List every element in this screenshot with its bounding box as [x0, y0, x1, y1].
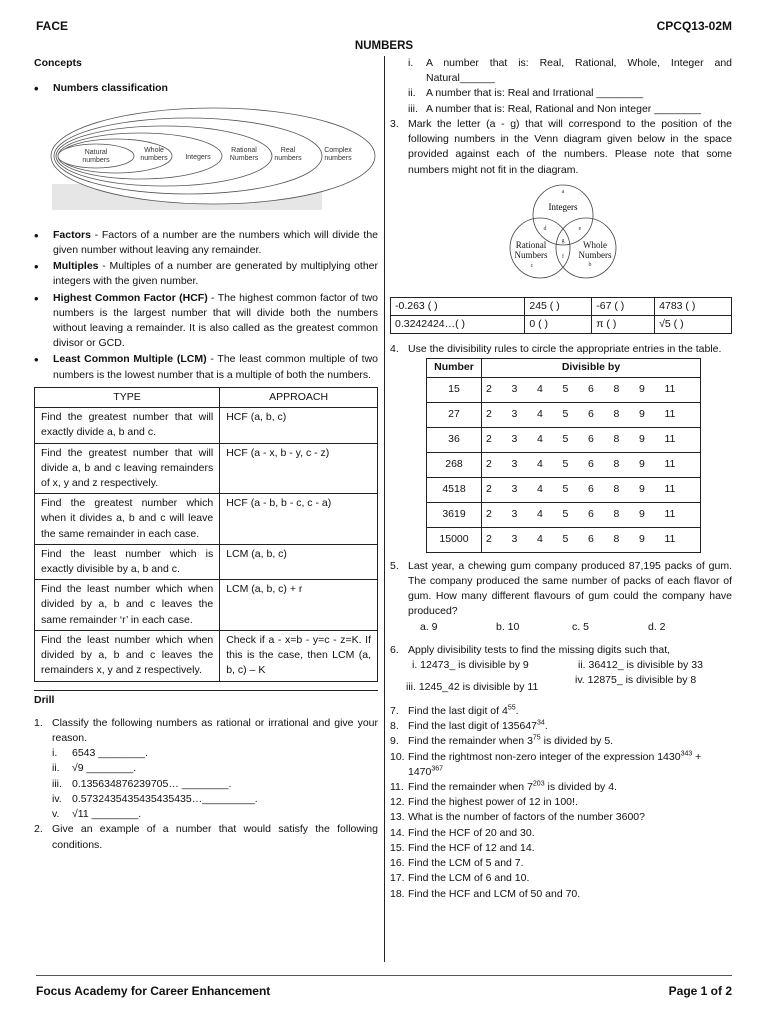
divisor-option[interactable]: 6 [588, 483, 594, 496]
divisors-cell [482, 402, 701, 427]
classification-list [34, 81, 378, 96]
divisor-option[interactable]: 3 [511, 508, 518, 521]
number-cell: 27 [427, 402, 482, 427]
q2-item [390, 86, 732, 101]
divisor-option[interactable]: 11 [664, 533, 676, 546]
divisible-header: Divisible by [482, 358, 701, 377]
divisor-option[interactable]: 5 [562, 533, 569, 546]
divisor-option[interactable]: 8 [613, 458, 620, 471]
question-text-end: is divided by 4. [544, 781, 617, 794]
divisor-option[interactable]: 3 [511, 383, 518, 396]
venn-letter-b: b [588, 261, 592, 268]
page-title: NUMBERS [354, 40, 414, 52]
divisor-option[interactable]: 9 [639, 533, 645, 546]
divisor-option[interactable]: 11 [664, 458, 676, 471]
table-header-row [35, 387, 378, 407]
venn-letter-d: d [543, 225, 547, 232]
q5-options [390, 620, 732, 635]
divisor-option[interactable]: 2 [486, 383, 492, 396]
venn-letter-e: e [578, 225, 582, 232]
divisor-option[interactable]: 8 [613, 383, 620, 396]
approach-cell: HCF (a, b, c) [220, 408, 378, 443]
real-label-1: Real [280, 147, 296, 155]
number-cell: 15000 [427, 527, 482, 552]
divisor-option[interactable]: 5 [562, 383, 569, 396]
question-12 [390, 795, 732, 810]
table-row [427, 477, 701, 502]
concepts-heading: Concepts [34, 57, 82, 69]
question-number: 2. [34, 823, 43, 836]
item-number: ii. [408, 87, 416, 100]
natural-ellipse [58, 144, 134, 168]
table-row [35, 544, 378, 579]
definition-multiples [34, 259, 378, 289]
question-text: Mark the letter (a - g) that will correspond to the position of the following numbers in the Venn diagram given below in the space provided against each of the numbers. Please note that some numbers might not fit in the diagram. [408, 117, 732, 176]
divisors-cell [482, 502, 701, 527]
whole-label-2: numbers [140, 155, 168, 163]
divisor-option[interactable]: 6 [588, 533, 594, 546]
natural-label-2: numbers [82, 157, 110, 165]
question-6 [390, 643, 732, 658]
term: Least Common Multiple (LCM) [53, 353, 207, 366]
q6-item: iv. 12875_ is divisible by 8 [575, 673, 697, 686]
divisor-option[interactable]: 3 [511, 483, 518, 496]
q6-items [390, 658, 732, 698]
exponent-2: 367 [431, 765, 444, 773]
question-9 [390, 734, 732, 749]
divisor-option[interactable]: 4 [537, 483, 543, 496]
question-text: Find the LCM of 6 and 10. [408, 872, 530, 885]
question-number: 10. [390, 750, 405, 763]
divisor-option[interactable]: 4 [537, 408, 543, 421]
complex-label-2: numbers [324, 155, 352, 163]
divisors-cell [482, 477, 701, 502]
question-text-end: . [515, 704, 519, 717]
question-17 [390, 871, 732, 886]
type-cell: Find the least number which when divided by a, b and c leaves the same remainder ‘r’ in each case. [35, 580, 220, 631]
question-13 [390, 810, 732, 825]
question-14 [390, 826, 732, 841]
divisor-option[interactable]: 8 [613, 483, 620, 496]
definition-factors [34, 228, 378, 258]
q2-item [390, 102, 732, 117]
question-number: 4. [390, 343, 399, 356]
question-number: 5. [390, 559, 399, 572]
question-text-end: . [544, 720, 548, 733]
exponent: 34 [537, 719, 545, 727]
q2-item [390, 56, 732, 86]
question-text: Find the last digit of 135647 [408, 720, 538, 733]
grid-cell: π ( ) [592, 316, 655, 334]
footer-rule [36, 975, 732, 976]
question-8 [390, 719, 732, 734]
table-row [391, 316, 732, 334]
header-left: FACE [36, 19, 69, 33]
item-number: iii. [52, 777, 62, 790]
divisor-option[interactable]: 11 [664, 508, 676, 521]
divisor-option[interactable]: 5 [562, 408, 569, 421]
grid-cell: 0.3242424…( ) [391, 316, 525, 334]
grid-cell: 0 ( ) [525, 316, 592, 334]
question-text: Use the divisibility rules to circle the appropriate entries in the table. [408, 343, 722, 356]
question-text: Find the rightmost non-zero integer of the expression 1430 [408, 750, 681, 763]
question-text: Find the highest power of 12 in 100!. [408, 796, 578, 809]
grid-cell: √5 ( ) [655, 316, 732, 334]
divisor-option[interactable]: 11 [664, 408, 676, 421]
divisor-option[interactable]: 4 [537, 533, 543, 546]
question-16 [390, 856, 732, 871]
divisor-option[interactable]: 2 [486, 533, 492, 546]
rational-label-2: Numbers [229, 155, 259, 163]
question-11 [390, 780, 732, 795]
exponent: 75 [532, 734, 541, 742]
term: Highest Common Factor (HCF) [53, 291, 208, 304]
divisibility-body [427, 377, 701, 552]
item-number: iii. [408, 102, 418, 115]
grid-cell: 4783 ( ) [655, 297, 732, 315]
divisors-cell [482, 452, 701, 477]
question-number: 3. [390, 117, 399, 130]
question-7 [390, 704, 732, 719]
divisor-option[interactable]: 4 [537, 433, 543, 446]
divisor-option[interactable]: 5 [562, 458, 569, 471]
term: Factors [53, 228, 91, 241]
divisor-option[interactable]: 8 [613, 433, 620, 446]
question-text: Classify the following numbers as rational or irrational and give your reason. [52, 716, 378, 744]
item-text: √11 ________. [72, 808, 142, 821]
question-15 [390, 841, 732, 856]
question-text: Find the HCF of 12 and 14. [408, 841, 535, 854]
approach-cell: HCF (a - b, b - c, c - a) [220, 494, 378, 545]
venn-whole-label-box [570, 240, 620, 266]
q1-item [34, 761, 378, 776]
question-18 [390, 887, 732, 902]
question-text: Apply divisibility tests to find the missing digits such that, [408, 643, 671, 656]
drill-heading: Drill [34, 690, 378, 708]
type-cell: Find the greatest number that will exactly divide a, b and c. [35, 408, 220, 443]
definition-lcm [34, 352, 378, 382]
question-number: 18. [390, 887, 405, 900]
question-5 [390, 559, 732, 620]
table-row [35, 630, 378, 681]
q1-item [34, 792, 378, 807]
q1-item [34, 777, 378, 792]
question-2 [34, 822, 378, 852]
divisor-option[interactable]: 8 [613, 408, 620, 421]
divisor-option[interactable]: 8 [613, 508, 620, 521]
venn-rational-label: Rational Numbers [514, 239, 548, 260]
type-header: TYPE [35, 387, 220, 407]
q1-item [34, 807, 378, 822]
question-text: Find the remainder when 7 [408, 781, 533, 794]
definitions-list [34, 228, 378, 383]
question-text: Find the HCF and LCM of 50 and 70. [408, 887, 581, 900]
divisor-option[interactable]: 11 [664, 483, 676, 496]
divisibility-table [426, 358, 701, 553]
question-number: 16. [390, 857, 405, 870]
grid-cell: -67 ( ) [592, 297, 655, 315]
table-row [427, 402, 701, 427]
question-text: Last year, a chewing gum company produced 87,195 packs of gum. The company produced the same number of packs of each flavor of gum. How many different flavours of gum could the company have produced? [408, 559, 732, 618]
question-number: 7. [390, 704, 399, 717]
question-number: 14. [390, 826, 405, 839]
question-10 [390, 750, 732, 780]
integers-label: Integers [185, 154, 211, 162]
complex-label-1: Complex [324, 147, 352, 155]
question-text: Find the last digit of 4 [408, 704, 508, 717]
item-text: 6543 ________. [72, 747, 148, 760]
divisor-option[interactable]: 9 [639, 383, 645, 396]
grid-cell: 245 ( ) [525, 297, 592, 315]
divisor-option[interactable]: 5 [562, 433, 569, 446]
item-text: A number that is: Real, Rational and Non integer ________ [426, 102, 701, 115]
item-text: A number that is: Real and Irrational ________ [426, 87, 644, 100]
question-text: What is the number of factors of the number 3600? [408, 811, 645, 824]
divisor-option[interactable]: 3 [511, 458, 518, 471]
divisor-option[interactable]: 9 [639, 433, 645, 446]
footer-org: Focus Academy for Career Enhancement [36, 984, 271, 998]
divisor-option[interactable]: 2 [486, 508, 492, 521]
right-column [390, 56, 732, 902]
divisor-option[interactable]: 9 [639, 483, 645, 496]
question-number: 11. [390, 781, 404, 794]
type-cell: Find the greatest number which when it divides a, b and c will leave the same remainder in each case. [35, 494, 220, 545]
question-number: 8. [390, 720, 399, 733]
table-row [427, 377, 701, 402]
approach-cell: LCM (a, b, c) + r [220, 580, 378, 631]
table-row [427, 527, 701, 552]
table-row [427, 427, 701, 452]
exponent: 55 [507, 704, 516, 712]
questions-7-18 [390, 704, 732, 902]
question-text: Find the HCF of 20 and 30. [408, 826, 535, 839]
item-text: 0.5732435435435435435…_________. [72, 792, 258, 805]
divisor-option[interactable]: 3 [511, 433, 518, 446]
left-column [34, 56, 378, 853]
venn-diagram [498, 184, 732, 285]
divisor-option[interactable]: 6 [588, 458, 594, 471]
question-1 [34, 716, 378, 746]
approach-cell: HCF (a - x, b - y, c - z) [220, 443, 378, 494]
divisor-option[interactable]: 3 [511, 533, 518, 546]
q6-item: ii. 36412_ is divisible by 33 [578, 658, 703, 671]
divisors-cell [482, 427, 701, 452]
table-row [427, 502, 701, 527]
number-header: Number [427, 358, 482, 377]
item-text: 0.135634876239705… ________. [72, 777, 232, 790]
venn-whole-label: Whole Numbers [578, 239, 612, 260]
venn-letter-g: g [561, 237, 565, 244]
question-4 [390, 342, 732, 357]
question-text: Give an example of a number that would satisfy the following conditions. [52, 823, 378, 851]
divisor-option[interactable]: 11 [664, 433, 676, 446]
divisor-option[interactable]: 4 [537, 458, 543, 471]
divisor-option[interactable]: 6 [588, 433, 594, 446]
type-approach-table [34, 387, 378, 682]
question-text-mid: + 1470 [408, 750, 702, 778]
divisor-option[interactable]: 8 [613, 533, 620, 546]
grid-cell: -0.263 ( ) [391, 297, 525, 315]
exponent: 203 [532, 780, 545, 788]
table-row [35, 494, 378, 545]
number-cell: 4518 [427, 477, 482, 502]
table-row [391, 297, 732, 315]
nested-ellipses-diagram [48, 104, 378, 214]
table-row [35, 408, 378, 443]
question-text: Find the remainder when 3 [408, 735, 533, 748]
type-cell: Find the greatest number that will divide a, b and c leaving remainders of x, y and z respectively. [35, 443, 220, 494]
page-number: Page 1 of 2 [668, 984, 732, 998]
q6-item: iii. 1245_42 is divisible by 11 [406, 680, 539, 693]
venn-letter-c: c [530, 262, 534, 269]
exponent: 343 [680, 750, 693, 758]
question-text-end: is divided by 5. [540, 735, 614, 748]
whole-label-1: Whole [144, 147, 164, 155]
table-row [35, 443, 378, 494]
item-text: √9 ________. [72, 762, 137, 775]
divisor-option[interactable]: 2 [486, 408, 492, 421]
divisor-option[interactable]: 9 [639, 408, 645, 421]
divisor-option[interactable]: 9 [639, 458, 645, 471]
divisors-cell [482, 527, 701, 552]
option-b: b. 10 [496, 620, 520, 633]
question-number: 15. [390, 841, 405, 854]
divisor-option[interactable]: 5 [562, 483, 569, 496]
number-cell: 36 [427, 427, 482, 452]
header-code: CPCQ13-02M [656, 19, 732, 33]
divisor-option[interactable]: 11 [664, 383, 676, 396]
item-number: i. [408, 57, 414, 69]
approach-header: APPROACH [220, 387, 378, 407]
divisor-option[interactable]: 4 [537, 508, 543, 521]
venn-letter-a: a [561, 188, 565, 195]
divisor-option[interactable]: 2 [486, 458, 492, 471]
natural-label-1: Natural [84, 149, 108, 157]
question-3 [390, 117, 732, 178]
number-cell: 268 [427, 452, 482, 477]
item-text: A number that is: Real, Rational, Whole, Integer and Natural______ [426, 57, 732, 85]
q1-item [34, 746, 378, 761]
divisors-cell [482, 377, 701, 402]
definition-hcf [34, 291, 378, 352]
venn-svg [498, 184, 628, 280]
table-header-row [427, 358, 701, 377]
question-number: 13. [390, 811, 405, 824]
table-row [427, 452, 701, 477]
type-cell: Find the least number which when divided by a, b and c leaves the remainders x, y and z respectively. [35, 630, 220, 681]
column-divider [384, 56, 385, 962]
option-a: a. 9 [420, 620, 438, 633]
question-text: Find the LCM of 5 and 7. [408, 857, 524, 870]
item-number: iv. [52, 792, 62, 805]
divisor-option[interactable]: 5 [562, 508, 569, 521]
divisor-option[interactable]: 2 [486, 483, 492, 496]
classification-diagram [48, 104, 378, 219]
question-number: 9. [390, 735, 399, 748]
item-number: ii. [52, 762, 60, 775]
item-number: v. [52, 808, 60, 821]
term: Multiples [53, 260, 99, 273]
definition-text: - The least common multiple of two numbers is the lowest number that is a multiple of both the numbers. [53, 353, 378, 381]
definition-text: - Multiples of a number are generated by multiplying other integers with the given number. [53, 260, 378, 288]
q6-item: i. 12473_ is divisible by 9 [412, 658, 529, 671]
definition-text: - The highest common factor of two numbers is the largest number that will divide both the numbers without leaving a remainder. It is also called as the greatest common divisor or GCD. [53, 291, 378, 350]
number-cell: 3619 [427, 502, 482, 527]
item-number: i. [52, 747, 58, 760]
number-cell: 15 [427, 377, 482, 402]
definition-text: - Factors of a number are the numbers which will divide the given number without leaving any remainder. [53, 228, 378, 256]
venn-integers-label: Integers [548, 201, 578, 212]
divisor-option[interactable]: 3 [511, 408, 518, 421]
divisor-option[interactable]: 6 [588, 408, 594, 421]
table-row [35, 580, 378, 631]
real-label-2: numbers [274, 155, 302, 163]
type-cell: Find the least number which is exactly divisible by a, b and c. [35, 544, 220, 579]
divisor-option[interactable]: 9 [639, 508, 645, 521]
approach-cell: Check if a - x=b - y=c - z=K. If this is the case, then LCM (a, b, c) – K [220, 630, 378, 681]
question-number: 17. [390, 872, 405, 885]
divisor-option[interactable]: 6 [588, 508, 594, 521]
question-number: 6. [390, 643, 399, 656]
question-number: 1. [34, 716, 43, 729]
divisor-option[interactable]: 6 [588, 383, 594, 396]
venn-letter-f: f [562, 253, 564, 260]
option-c: c. 5 [572, 620, 589, 633]
rational-label-1: Rational [231, 147, 257, 155]
approach-cell: LCM (a, b, c) [220, 544, 378, 579]
numbers-grid [390, 297, 732, 334]
classification-label: • Numbers classification [34, 81, 378, 96]
question-number: 12. [390, 796, 405, 809]
divisor-option[interactable]: 4 [537, 383, 543, 396]
divisor-option[interactable]: 2 [486, 433, 492, 446]
option-d: d. 2 [648, 620, 666, 633]
